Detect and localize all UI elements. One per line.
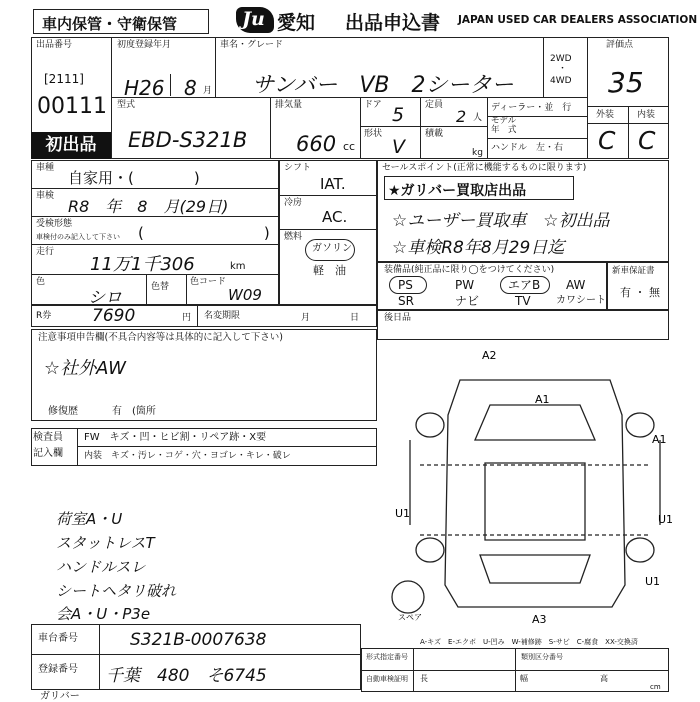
cert-label: 自動車検証明 xyxy=(366,675,408,683)
inspector-label-bottom: 記入欄 xyxy=(33,448,63,459)
capacity-value: 2 xyxy=(456,107,467,126)
model-label: 型式 xyxy=(117,100,136,110)
rating-label: 評価点 xyxy=(606,40,634,50)
doors-value: 5 xyxy=(392,104,405,126)
name-change-label: 名変期限 xyxy=(204,311,241,321)
shape-value: V xyxy=(392,136,405,158)
fuel-diesel: 軽 油 xyxy=(313,264,346,277)
color-value: シロ xyxy=(88,288,122,308)
exterior-label: 外装 xyxy=(596,110,615,120)
month-unit: 月 xyxy=(203,86,213,96)
exterior-grade: C xyxy=(598,126,616,155)
lot-number: 00111 xyxy=(37,94,107,119)
car-damage-diagram xyxy=(390,345,680,635)
gulliver-stamp: ★ガリバー買取店出品 xyxy=(388,183,527,199)
note-4: シートヘタリ破れ xyxy=(56,582,177,600)
registration-month: 8 xyxy=(184,76,197,100)
lot-number-label: 出品番号 xyxy=(36,40,73,50)
name-change-month: 月 xyxy=(301,313,311,323)
spare-label: スペア xyxy=(398,613,422,622)
storage-tag: 車内保管・守衛保管 xyxy=(42,15,178,33)
caution-header: 注意事項申告欄(不具合内容等は具体的に記入して下さい) xyxy=(38,332,283,343)
inspection-label: 車検 xyxy=(36,191,55,201)
note-5: 会A・U・P3e xyxy=(56,605,151,623)
load-unit: kg xyxy=(472,148,483,158)
org-name: 愛知 xyxy=(277,12,316,34)
inspector-label-top: 検査員 xyxy=(33,432,63,443)
color-label: 色 xyxy=(36,277,46,287)
plate-label: 登録番号 xyxy=(38,664,78,675)
equip-tv: TV xyxy=(515,294,531,308)
damage-legend: A-キズ E-エクボ U-凹み W-補修跡 S-サビ C-腐食 XX-交換済 xyxy=(420,638,638,646)
dims-spec-number: 形式指定番号 xyxy=(366,653,408,661)
shift-value: IAT. xyxy=(320,175,346,193)
diagram-mark-a2: A2 xyxy=(482,349,497,362)
receive-value: ( ) xyxy=(138,224,270,242)
dims-height: 高 xyxy=(600,674,608,683)
diagram-mark-a3: A3 xyxy=(532,613,547,626)
repair-value: 有 (箇所 xyxy=(112,406,156,417)
dims-class-number: 類別区分番号 xyxy=(521,653,563,661)
car-name-label: 車名・グレード xyxy=(220,40,284,50)
car-name-value: サンバー VB 2シーター xyxy=(252,73,514,98)
fuel-gasoline: ガソリン xyxy=(312,243,352,254)
steering-row: ハンドル 左・右 xyxy=(491,143,564,153)
ac-label: 冷房 xyxy=(284,198,303,208)
ac-value: AC. xyxy=(322,208,348,226)
note-3: ハンドルスレ xyxy=(56,558,146,576)
mileage-unit: km xyxy=(230,261,246,272)
receive-note: 車検付のみ記入して下さい xyxy=(36,233,120,241)
displacement-label: 排気量 xyxy=(275,100,303,110)
equip-navi: ナビ xyxy=(455,294,480,308)
doors-label: ドア xyxy=(364,100,382,110)
note-1: 荷室A・U xyxy=(56,510,123,528)
mileage-label: 走行 xyxy=(36,247,55,257)
equipment-header: 装備品(純正品に限り◯をつけてください) xyxy=(384,265,555,275)
lot-subnumber: [2111] xyxy=(44,72,84,86)
inspector-row-2: 内装 キズ・汚レ・コゲ・穴・ヨゴレ・キレ・破レ xyxy=(84,451,291,461)
registration-year: H26 xyxy=(124,76,165,100)
rating-value: 35 xyxy=(608,66,644,99)
repair-label: 修復歴 xyxy=(48,406,78,417)
fuel-label: 燃料 xyxy=(284,232,303,242)
registration-label: 初度登録年月 xyxy=(117,40,172,50)
interior-grade: C xyxy=(638,126,656,155)
displacement-value: 660 xyxy=(296,132,337,156)
inspector-row-1: FW キズ・凹・ヒビ割・リペア跡・X要 xyxy=(84,432,267,443)
caution-value: ☆社外AW xyxy=(44,358,126,379)
capacity-label: 定員 xyxy=(425,100,444,110)
equip-sr: SR xyxy=(398,294,414,308)
diagram-mark-a1-right: A1 xyxy=(652,433,667,446)
interior-label: 内装 xyxy=(637,110,656,120)
selling-point-2: ☆車検R8年8月29日迄 xyxy=(392,238,565,258)
chassis-value: S321B-0007638 xyxy=(130,630,267,650)
color-code-value: W09 xyxy=(228,286,262,304)
equip-airbag: エアB xyxy=(508,278,541,292)
recycle-value: 7690 xyxy=(92,306,136,326)
cc-unit: cc xyxy=(343,140,356,153)
color-code-label: 色コード xyxy=(190,277,227,287)
model-value: EBD-S321B xyxy=(128,128,248,152)
dims-cm: cm xyxy=(650,683,661,691)
recycle-unit: 円 xyxy=(182,313,192,323)
model-year-row: モデル 年 式 xyxy=(491,116,517,135)
after-items-label: 後日品 xyxy=(384,313,412,323)
diagram-mark-u1-left: U1 xyxy=(395,507,411,520)
capacity-unit: 人 xyxy=(473,113,483,123)
association-name: JAPAN USED CAR DEALERS ASSOCIATION xyxy=(458,14,698,26)
load-label: 積載 xyxy=(425,129,444,139)
after-items-box xyxy=(377,310,669,340)
drive-separator: ・ xyxy=(558,64,568,74)
first-listing-badge: 初出品 xyxy=(31,132,111,159)
dims-width: 幅 xyxy=(520,674,528,683)
usage-label: 車種 xyxy=(36,163,55,173)
warranty-options: 有 ・ 無 xyxy=(620,286,660,299)
note-2: スタットレスT xyxy=(56,534,155,552)
chassis-label: 車台番号 xyxy=(38,633,78,644)
drive-4wd: 4WD xyxy=(550,76,572,86)
diagram-mark-u1-right: U1 xyxy=(658,513,674,526)
diagram-mark-a1-top: A1 xyxy=(535,393,550,406)
shift-label: シフト xyxy=(284,163,312,173)
form-title: 出品申込書 xyxy=(345,12,441,34)
warranty-label: 新車保証書 xyxy=(612,266,655,276)
bottom-partial: ガリバー xyxy=(40,691,80,702)
equip-ps: PS xyxy=(398,278,413,292)
equip-aw: AW xyxy=(566,278,586,292)
inspection-value: R8 年 8 月(29日) xyxy=(68,197,229,216)
receive-label: 受検形態 xyxy=(36,219,73,229)
recycle-label: R券 xyxy=(36,311,52,321)
usage-value: 自家用・( ) xyxy=(68,169,200,187)
equip-pw: PW xyxy=(455,278,475,292)
plate-value: 千葉 480 そ6745 xyxy=(106,666,267,686)
mileage-value: 11万1千306 xyxy=(90,254,195,275)
storage-tag-box xyxy=(33,9,209,34)
selling-point-1: ☆ユーザー買取車 ☆初出品 xyxy=(392,211,610,231)
color-swap-label: 色替 xyxy=(151,282,170,292)
diagram-mark-u1-bottom: U1 xyxy=(645,575,661,588)
dealer-row: ディーラー・並 行 xyxy=(491,103,572,113)
name-change-day: 日 xyxy=(350,313,360,323)
dims-length: 長 xyxy=(420,674,428,683)
selling-points-header: セールスポイント(正常に機能するものに限ります) xyxy=(382,163,587,173)
shape-label: 形状 xyxy=(364,129,383,139)
drive-2wd: 2WD xyxy=(550,54,572,64)
equip-power-seat: カワシート xyxy=(556,295,606,306)
ju-logo: Ju xyxy=(236,7,274,33)
